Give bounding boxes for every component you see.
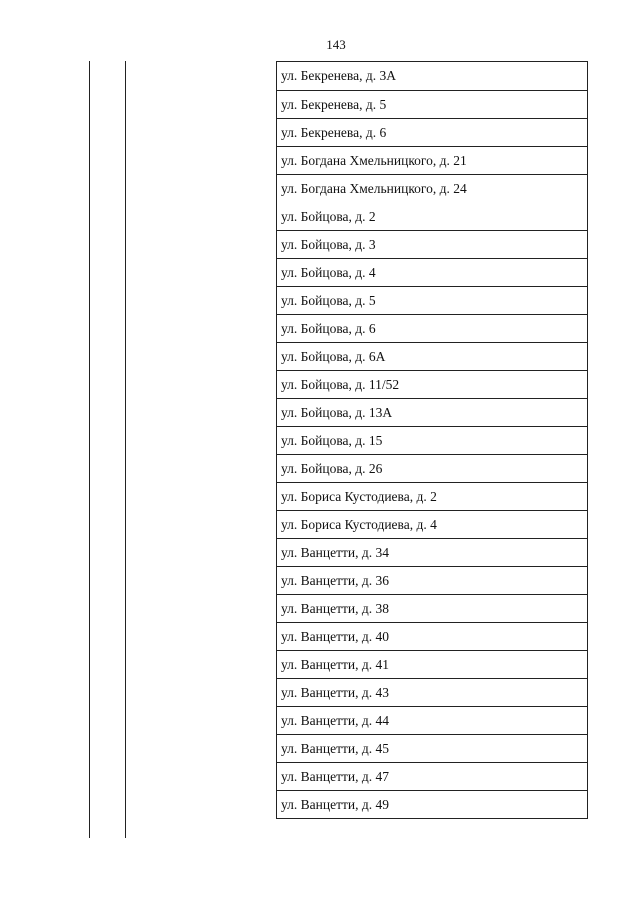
address-cell: ул. Ванцетти, д. 47 — [281, 768, 389, 784]
table-row — [277, 623, 587, 651]
address-cell: ул. Богдана Хмельницкого, д. 21 — [281, 152, 467, 168]
table-row — [277, 259, 587, 287]
table-row — [277, 231, 587, 259]
table-row — [277, 91, 587, 119]
table-row — [277, 763, 587, 791]
address-cell: ул. Ванцетти, д. 38 — [281, 600, 389, 616]
address-cell: ул. Богдана Хмельницкого, д. 24 — [281, 181, 467, 196]
address-cell: ул. Ванцетти, д. 40 — [281, 628, 389, 644]
address-cell: ул. Бойцова, д. 15 — [281, 432, 383, 448]
address-cell: ул. Ванцетти, д. 36 — [281, 572, 389, 588]
address-cell: ул. Ванцетти, д. 49 — [281, 796, 389, 812]
address-cell: ул. Бойцова, д. 6А — [281, 348, 386, 364]
table-row — [277, 791, 587, 819]
address-cell: ул. Бекренева, д. 6 — [281, 124, 387, 140]
address-cell: ул. Бойцова, д. 11/52 — [281, 376, 400, 392]
table-row — [277, 427, 587, 455]
table-row — [277, 735, 587, 763]
address-cell: ул. Бойцова, д. 26 — [281, 460, 383, 476]
address-cell: ул. Бойцова, д. 2 — [281, 208, 376, 224]
address-cell: ул. Бойцова, д. 3 — [281, 236, 376, 252]
address-cell: ул. Бориса Кустодиева, д. 4 — [281, 516, 437, 532]
table-row — [277, 371, 587, 399]
address-cell: ул. Бориса Кустодиева, д. 2 — [281, 488, 437, 504]
table-row — [277, 119, 587, 147]
column-rule-left — [89, 61, 90, 838]
address-cell: ул. Ванцетти, д. 45 — [281, 740, 389, 756]
address-cell: ул. Ванцетти, д. 34 — [281, 544, 389, 560]
page-number: 143 — [326, 37, 346, 52]
address-cell: ул. Ванцетти, д. 44 — [281, 712, 389, 728]
table-row — [277, 679, 587, 707]
table-row — [277, 62, 587, 91]
table-row — [277, 483, 587, 511]
table-row — [277, 539, 587, 567]
address-cell: ул. Ванцетти, д. 41 — [281, 656, 389, 672]
table-row — [277, 399, 587, 427]
address-cell: ул. Ванцетти, д. 43 — [281, 684, 389, 700]
address-cell: ул. Бекренева, д. 3А — [281, 68, 396, 83]
table-row — [277, 175, 587, 203]
table-row — [277, 651, 587, 679]
address-cell: ул. Бойцова, д. 13А — [281, 404, 393, 420]
address-cell: ул. Бойцова, д. 5 — [281, 292, 376, 308]
column-rule-middle — [125, 61, 126, 838]
table-row — [277, 511, 587, 539]
address-cell: ул. Бойцова, д. 4 — [281, 264, 376, 280]
address-cell: ул. Бекренева, д. 5 — [281, 96, 387, 112]
table-row — [277, 315, 587, 343]
table-row — [277, 595, 587, 623]
address-cell: ул. Бойцова, д. 6 — [281, 320, 376, 336]
address-table — [276, 61, 588, 819]
table-row — [277, 707, 587, 735]
table-row — [277, 203, 587, 231]
table-row — [277, 147, 587, 175]
table-row — [277, 287, 587, 315]
table-row — [277, 455, 587, 483]
table-row — [277, 343, 587, 371]
table-row — [277, 567, 587, 595]
